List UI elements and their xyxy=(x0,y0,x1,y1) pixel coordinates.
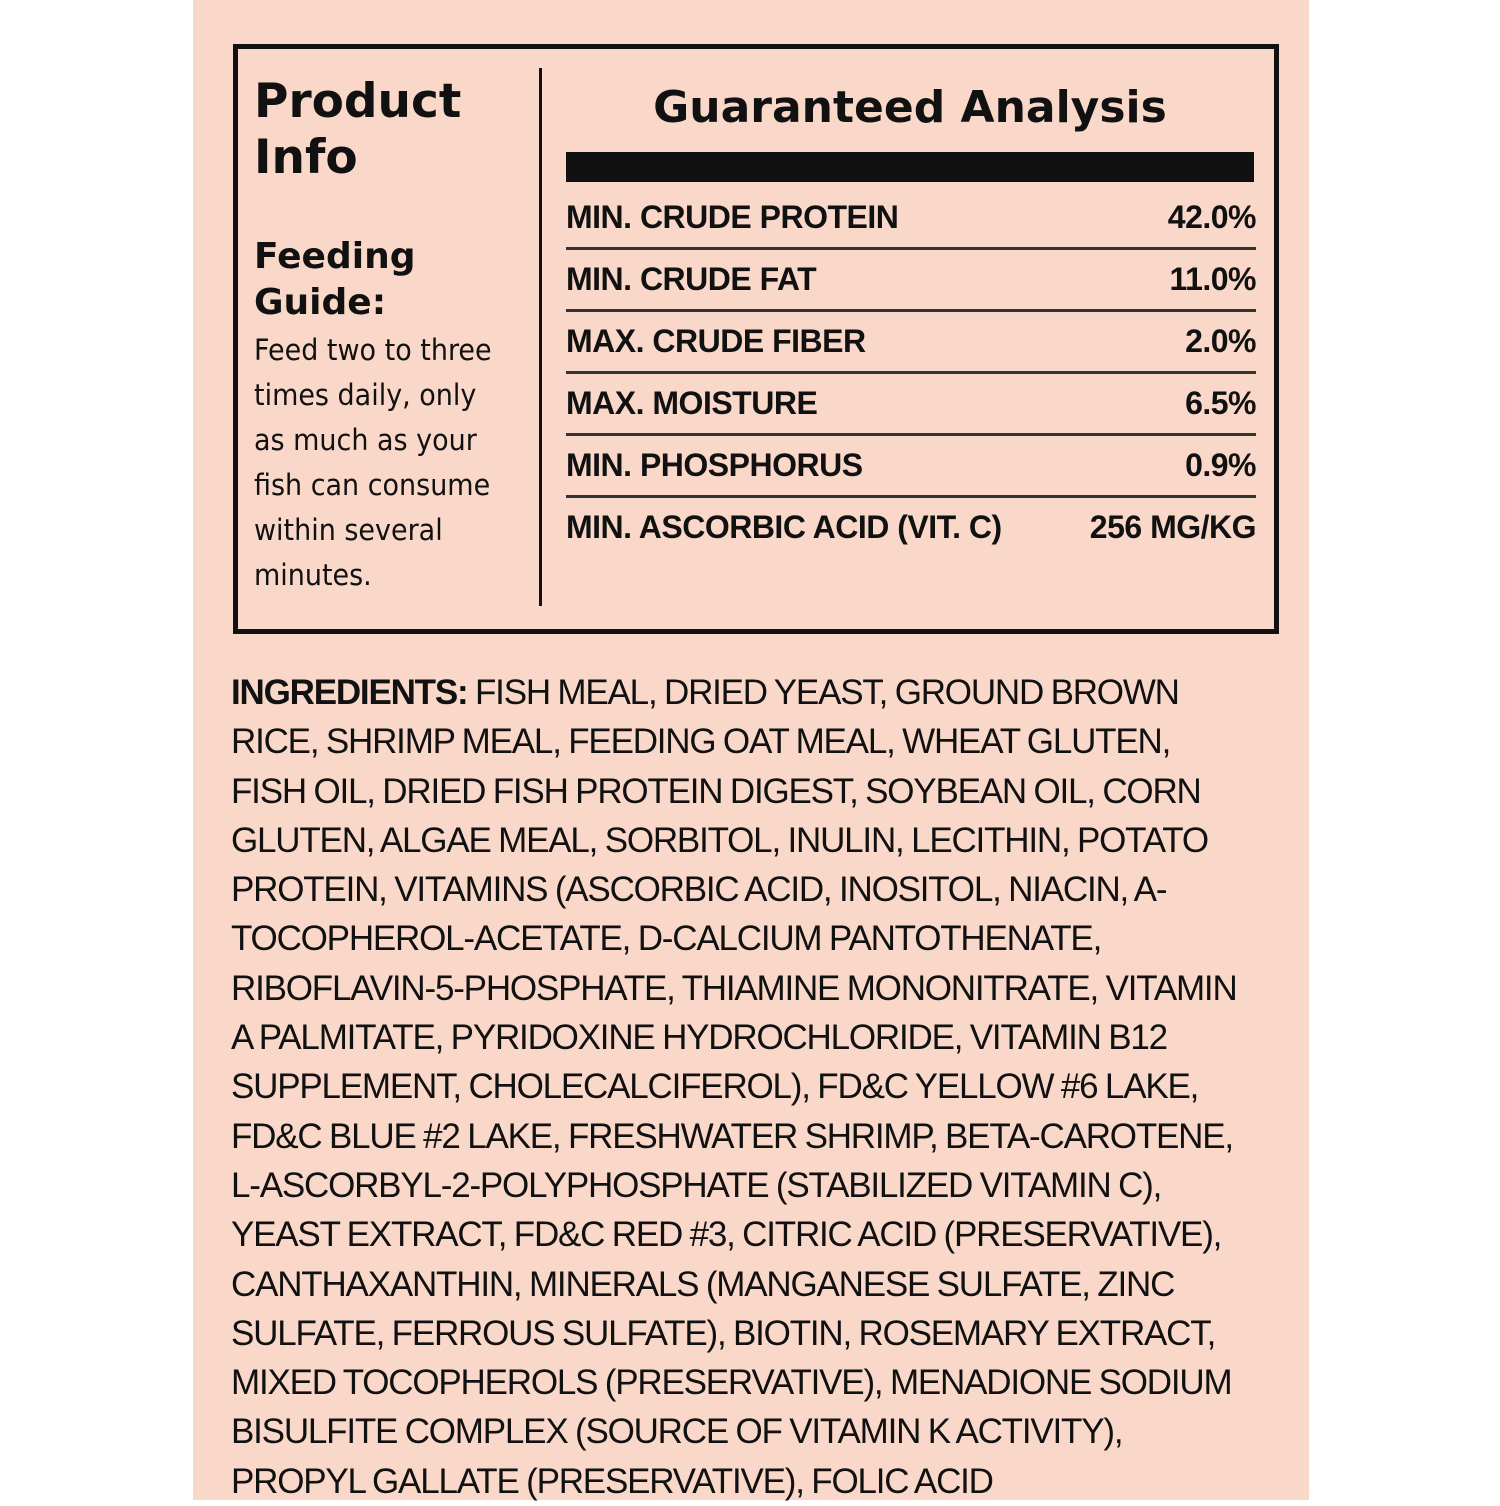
analysis-label: MAX. CRUDE FIBER xyxy=(566,323,866,359)
feeding-guide-title: Feeding Guide: xyxy=(254,236,416,323)
analysis-row xyxy=(566,250,1256,312)
analysis-row xyxy=(566,312,1256,374)
analysis-row xyxy=(566,498,1256,557)
analysis-row xyxy=(566,374,1256,436)
analysis-value: 11.0% xyxy=(1169,261,1256,297)
analysis-label: MIN. PHOSPHORUS xyxy=(566,447,863,483)
feeding-guide-text: Feed two to three times daily, only as much as your fish can consume within several minutes. xyxy=(254,333,492,592)
guaranteed-analysis-title: Guaranteed Analysis xyxy=(653,82,1167,133)
analysis-row xyxy=(566,436,1256,498)
ingredients-label: INGREDIENTS: xyxy=(231,673,468,712)
analysis-header-bar xyxy=(566,152,1254,182)
analysis-label: MIN. CRUDE PROTEIN xyxy=(566,199,899,235)
column-divider xyxy=(539,68,542,606)
product-info-title: Product Info xyxy=(254,74,462,185)
analysis-label: MAX. MOISTURE xyxy=(566,385,818,421)
analysis-value: 42.0% xyxy=(1167,199,1256,235)
analysis-table xyxy=(566,188,1256,557)
analysis-label: MIN. CRUDE FAT xyxy=(566,261,817,297)
ingredients-text: FISH MEAL, DRIED YEAST, GROUND BROWN RICE, SHRIMP MEAL, FEEDING OAT MEAL, WHEAT GLUTEN, FISH OIL, DRIED FISH PROTEIN DIGEST, SOYBEAN OIL, CORN GLUTEN, ALGAE MEAL, SORBITOL, INULIN, LECITHIN, POTATO PROTEIN, VITAMINS (ASCORBIC ACID, INOSITOL, NIACIN, A-TOCOPHEROL-ACETATE, D-CALCIUM PANTOTHENATE, RIBOFLAVIN-5-PHOSPHATE, THIAMINE MONONITRATE, VITAMIN A PALMITATE, PYRIDOXINE HYDROCHLORIDE, VITAMIN B12 SUPPLEMENT, CHOLECALCIFEROL), FD&C YELLOW #6 LAKE, FD&C BLUE #2 LAKE, FRESHWATER SHRIMP, BETA-CAROTENE, L-ASCORBYL-2-POLYPHOSPHATE (STABILIZED VITAMIN C), YEAST EXTRACT, FD&C RED #3, CITRIC ACID (PRESERVATIVE), CANTHAXANTHIN, MINERALS (MANGANESE SULFATE, ZINC SULFATE, FERROUS SULFATE), BIOTIN, ROSEMARY EXTRACT, MIXED TOCOPHEROLS (PRESERVATIVE), MENADIONE SODIUM BISULFITE COMPLEX (SOURCE OF VITAMIN K ACTIVITY), PROPYL GALLATE (PRESERVATIVE), FOLIC ACID xyxy=(231,673,1237,1501)
analysis-value: 6.5% xyxy=(1185,385,1256,421)
analysis-value: 0.9% xyxy=(1185,447,1256,483)
analysis-value: 256 MG/KG xyxy=(1089,509,1256,545)
analysis-value: 2.0% xyxy=(1185,323,1256,359)
analysis-label: MIN. ASCORBIC ACID (VIT. C) xyxy=(566,509,1002,545)
analysis-row xyxy=(566,188,1256,250)
ingredients-block xyxy=(231,668,1241,1506)
